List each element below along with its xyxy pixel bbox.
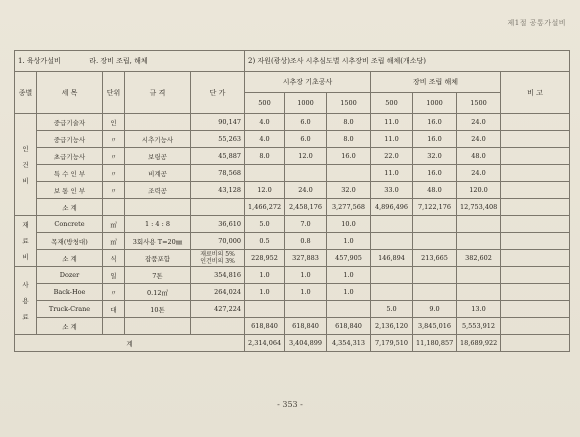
unit-price-cell: 354,816 <box>191 267 245 284</box>
header-depth: 1500 <box>457 93 501 114</box>
value-cell: 3,277,568 <box>327 199 371 216</box>
table-row <box>15 301 570 318</box>
value-cell: 0.5 <box>245 233 285 250</box>
table-row <box>15 131 570 148</box>
value-cell: 5.0 <box>371 301 413 318</box>
unit-price-cell: 70,000 <box>191 233 245 250</box>
category-cell: 인 건 비 <box>15 114 37 216</box>
value-cell: 7.0 <box>285 216 327 233</box>
section-title: 1. 육상가설비 <box>18 57 61 65</box>
value-cell: 8.0 <box>327 131 371 148</box>
unit-cell: ㎥ <box>103 233 125 250</box>
value-cell: 33.0 <box>371 182 413 199</box>
header-unit-price: 단 가 <box>191 72 245 114</box>
remarks-cell <box>501 250 570 267</box>
item-cell: 중급기능사 <box>37 131 103 148</box>
unit-cell: 〃 <box>103 284 125 301</box>
spec-cell: 0.12㎥ <box>125 284 191 301</box>
header-row-1 <box>15 72 570 93</box>
spec-cell: 1 : 4 : 8 <box>125 216 191 233</box>
value-cell <box>285 301 327 318</box>
unit-cell: 〃 <box>103 131 125 148</box>
remarks-cell <box>501 199 570 216</box>
value-cell: 8.0 <box>245 148 285 165</box>
value-cell: 24.0 <box>457 114 501 131</box>
item-cell: 목재(방청대) <box>37 233 103 250</box>
header-depth: 1000 <box>285 93 327 114</box>
value-cell: 228,952 <box>245 250 285 267</box>
table-row <box>15 250 570 267</box>
value-cell <box>285 165 327 182</box>
remarks-cell <box>501 165 570 182</box>
value-cell: 1,466,272 <box>245 199 285 216</box>
unit-price-cell: 재료비의 5% 인건비의 3% <box>191 250 245 267</box>
spec-cell: 조력공 <box>125 182 191 199</box>
value-cell: 24.0 <box>285 182 327 199</box>
value-cell: 11.0 <box>371 165 413 182</box>
spec-cell: 보링공 <box>125 148 191 165</box>
header-depth: 500 <box>371 93 413 114</box>
value-cell: 7,122,176 <box>413 199 457 216</box>
value-cell: 32.0 <box>327 182 371 199</box>
value-cell: 13.0 <box>457 301 501 318</box>
item-cell: 소 계 <box>37 318 103 335</box>
title-left-cell <box>15 51 245 72</box>
remarks-cell <box>501 233 570 250</box>
value-cell <box>327 301 371 318</box>
table-row <box>15 284 570 301</box>
value-cell: 9.0 <box>413 301 457 318</box>
value-cell: 24.0 <box>457 131 501 148</box>
total-value-cell: 11,180,857 <box>413 335 457 352</box>
value-cell: 1.0 <box>245 284 285 301</box>
spec-cell <box>125 318 191 335</box>
unit-cell: 〃 <box>103 165 125 182</box>
value-cell: 120.0 <box>457 182 501 199</box>
value-cell <box>371 284 413 301</box>
value-cell: 146,894 <box>371 250 413 267</box>
item-cell: Truck-Crane <box>37 301 103 318</box>
value-cell: 3,845,016 <box>413 318 457 335</box>
spec-cell: 비계공 <box>125 165 191 182</box>
value-cell: 6.0 <box>285 114 327 131</box>
item-cell: 초급기능사 <box>37 148 103 165</box>
value-cell <box>413 267 457 284</box>
unit-cell: 일 <box>103 267 125 284</box>
header-depth: 500 <box>245 93 285 114</box>
unit-price-cell: 90,147 <box>191 114 245 131</box>
value-cell <box>245 301 285 318</box>
table-row <box>15 148 570 165</box>
value-cell: 11.0 <box>371 114 413 131</box>
value-cell <box>371 267 413 284</box>
table-row <box>15 114 570 131</box>
header-category: 종별 <box>15 72 37 114</box>
header-depth: 1500 <box>327 93 371 114</box>
spec-cell: 잡품포함 <box>125 250 191 267</box>
category-cell: 사 용 료 <box>15 267 37 335</box>
total-label: 계 <box>15 335 245 352</box>
unit-cell <box>103 199 125 216</box>
value-cell: 4.0 <box>245 114 285 131</box>
value-cell: 382,602 <box>457 250 501 267</box>
header-remarks: 비 고 <box>501 72 570 114</box>
header-group-assembly: 장비 조립 해체 <box>371 72 501 93</box>
item-cell: 중급기술자 <box>37 114 103 131</box>
value-cell: 5,553,912 <box>457 318 501 335</box>
value-cell: 618,840 <box>245 318 285 335</box>
value-cell <box>457 284 501 301</box>
item-cell: Back-Hoe <box>37 284 103 301</box>
spec-cell: 10톤 <box>125 301 191 318</box>
table-row <box>15 165 570 182</box>
unit-cell: 식 <box>103 250 125 267</box>
unit-cell: ㎥ <box>103 216 125 233</box>
value-cell <box>371 233 413 250</box>
header-depth: 1000 <box>413 93 457 114</box>
category-cell: 재 료 비 <box>15 216 37 267</box>
unit-price-cell: 427,224 <box>191 301 245 318</box>
value-cell: 16.0 <box>413 114 457 131</box>
title-row <box>15 51 570 72</box>
value-cell: 10.0 <box>327 216 371 233</box>
value-cell <box>413 233 457 250</box>
total-value-cell: 3,404,899 <box>285 335 327 352</box>
item-cell: Dozer <box>37 267 103 284</box>
total-row <box>15 335 570 352</box>
value-cell: 1.0 <box>327 284 371 301</box>
unit-cell: 〃 <box>103 148 125 165</box>
unit-price-cell: 78,568 <box>191 165 245 182</box>
total-value-cell: 4,354,313 <box>327 335 371 352</box>
spec-cell: 시추기능사 <box>125 131 191 148</box>
total-value-cell: 2,314,064 <box>245 335 285 352</box>
item-cell: 소 계 <box>37 250 103 267</box>
section-title-right: 2) 자원(광상)조사 시추심도별 시추장비 조립 해체(개소당) <box>245 51 570 72</box>
value-cell: 327,883 <box>285 250 327 267</box>
table-row <box>15 216 570 233</box>
value-cell: 618,840 <box>327 318 371 335</box>
remarks-cell <box>501 182 570 199</box>
value-cell: 16.0 <box>327 148 371 165</box>
spec-cell: 3회사용 T=20㎜ <box>125 233 191 250</box>
item-cell: 특 수 인 부 <box>37 165 103 182</box>
value-cell: 2,136,120 <box>371 318 413 335</box>
value-cell: 1.0 <box>327 267 371 284</box>
remarks-cell <box>501 335 570 352</box>
value-cell: 24.0 <box>457 165 501 182</box>
value-cell: 4,896,496 <box>371 199 413 216</box>
header-unit: 단위 <box>103 72 125 114</box>
remarks-cell <box>501 114 570 131</box>
value-cell: 48.0 <box>457 148 501 165</box>
table-row <box>15 199 570 216</box>
value-cell: 4.0 <box>245 131 285 148</box>
value-cell: 1.0 <box>285 284 327 301</box>
value-cell: 1.0 <box>327 233 371 250</box>
value-cell: 457,905 <box>327 250 371 267</box>
item-cell: Concrete <box>37 216 103 233</box>
header-spec: 규 격 <box>125 72 191 114</box>
total-value-cell: 18,689,922 <box>457 335 501 352</box>
value-cell: 1.0 <box>245 267 285 284</box>
value-cell: 16.0 <box>413 165 457 182</box>
value-cell <box>457 267 501 284</box>
table-row <box>15 182 570 199</box>
spec-cell: 7톤 <box>125 267 191 284</box>
remarks-cell <box>501 301 570 318</box>
unit-price-cell <box>191 199 245 216</box>
chapter-header: 제1절 공통가설비 <box>507 19 566 27</box>
value-cell <box>457 216 501 233</box>
value-cell <box>371 216 413 233</box>
value-cell <box>457 233 501 250</box>
value-cell: 1.0 <box>285 267 327 284</box>
value-cell: 12.0 <box>285 148 327 165</box>
spec-cell <box>125 199 191 216</box>
section-subtitle: 라. 장비 조립, 해체 <box>89 57 148 65</box>
remarks-cell <box>501 318 570 335</box>
remarks-cell <box>501 267 570 284</box>
unit-cell: 〃 <box>103 182 125 199</box>
remarks-cell <box>501 216 570 233</box>
table-row <box>15 267 570 284</box>
value-cell: 16.0 <box>413 131 457 148</box>
table-row <box>15 318 570 335</box>
value-cell: 618,840 <box>285 318 327 335</box>
value-cell: 11.0 <box>371 131 413 148</box>
table-row <box>15 233 570 250</box>
unit-price-cell: 55,263 <box>191 131 245 148</box>
value-cell: 48.0 <box>413 182 457 199</box>
remarks-cell <box>501 148 570 165</box>
value-cell <box>245 165 285 182</box>
remarks-cell <box>501 131 570 148</box>
value-cell: 5.0 <box>245 216 285 233</box>
remarks-cell <box>501 284 570 301</box>
value-cell: 8.0 <box>327 114 371 131</box>
unit-cell: 인 <box>103 114 125 131</box>
spec-cell <box>125 114 191 131</box>
header-item: 세 목 <box>37 72 103 114</box>
total-value-cell: 7,179,510 <box>371 335 413 352</box>
value-cell: 22.0 <box>371 148 413 165</box>
value-cell: 32.0 <box>413 148 457 165</box>
item-cell: 보 통 인 부 <box>37 182 103 199</box>
value-cell <box>327 165 371 182</box>
header-group-foundation: 시추장 기초공사 <box>245 72 371 93</box>
value-cell: 6.0 <box>285 131 327 148</box>
unit-price-cell: 36,610 <box>191 216 245 233</box>
unit-cell <box>103 318 125 335</box>
item-cell: 소 계 <box>37 199 103 216</box>
value-cell: 12.0 <box>245 182 285 199</box>
unit-price-cell <box>191 318 245 335</box>
unit-cell: 대 <box>103 301 125 318</box>
unit-price-cell: 45,887 <box>191 148 245 165</box>
value-cell: 213,665 <box>413 250 457 267</box>
value-cell: 12,753,408 <box>457 199 501 216</box>
cost-table <box>14 50 570 352</box>
value-cell <box>413 284 457 301</box>
unit-price-cell: 264,024 <box>191 284 245 301</box>
value-cell: 2,458,176 <box>285 199 327 216</box>
page-number: - 353 - <box>277 400 303 409</box>
value-cell <box>413 216 457 233</box>
value-cell: 0.8 <box>285 233 327 250</box>
unit-price-cell: 43,128 <box>191 182 245 199</box>
